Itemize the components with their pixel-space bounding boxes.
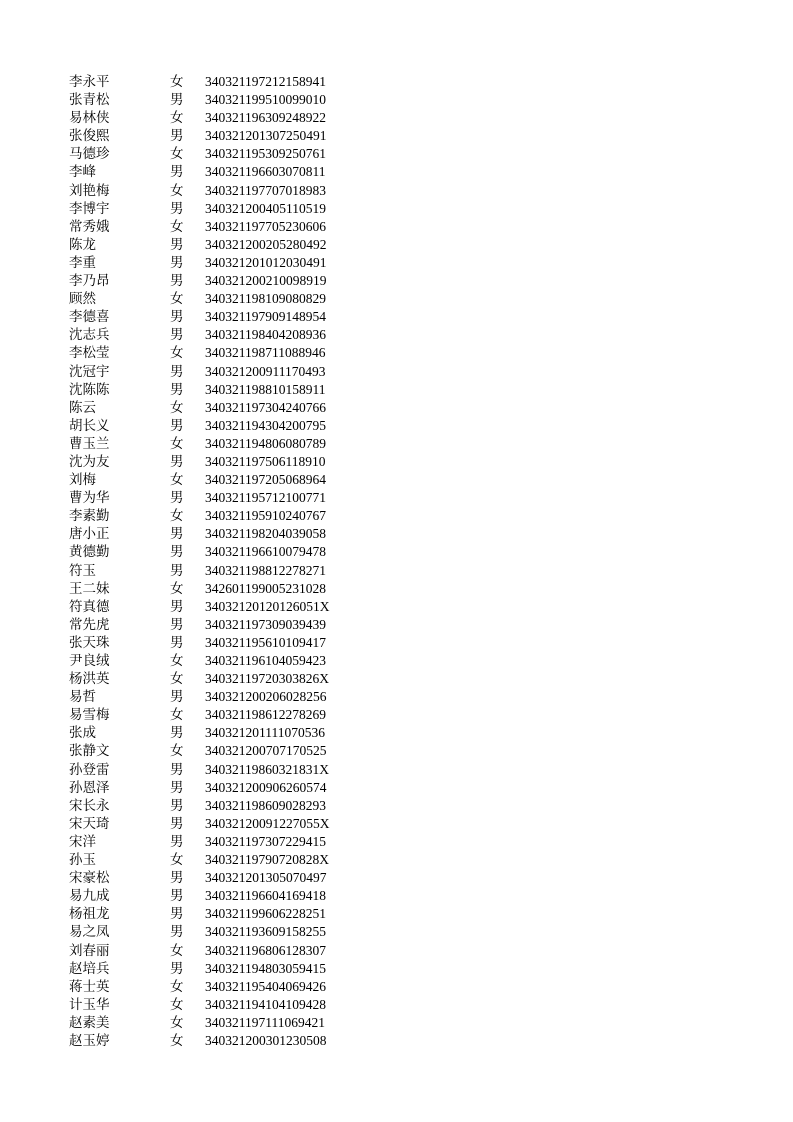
table-row	[69, 742, 369, 760]
name-cell: 刘梅	[69, 472, 96, 489]
id-number-cell: 340321193609158255	[205, 924, 326, 940]
id-number-cell: 340321200405110519	[205, 200, 326, 216]
id-number-cell: 340321198404208936	[205, 327, 326, 343]
name-cell: 尹良绒	[69, 653, 110, 669]
id-number-cell: 340321195712100771	[205, 490, 326, 506]
name-cell: 唐小正	[69, 526, 110, 543]
table-row	[69, 326, 369, 344]
id-number-cell: 34032119860321831X	[205, 761, 329, 777]
table-row	[69, 417, 369, 435]
id-number-cell: 340321200210098919	[205, 273, 327, 289]
name-cell: 王二妹	[69, 580, 110, 597]
id-number-cell: 34032119790720828X	[205, 852, 329, 868]
sex-cell: 女	[170, 508, 184, 525]
name-cell: 胡长义	[69, 417, 110, 434]
table-row	[69, 761, 369, 779]
name-cell: 常先虎	[69, 616, 110, 633]
sex-cell: 女	[170, 399, 184, 416]
name-cell: 易林侠	[69, 110, 110, 127]
sex-cell: 女	[170, 74, 184, 90]
name-cell: 李松莹	[69, 345, 110, 362]
sex-cell: 男	[170, 128, 184, 145]
sex-cell: 男	[170, 417, 184, 434]
table-row	[69, 182, 369, 200]
table-row	[69, 91, 369, 109]
table-row	[69, 308, 369, 326]
table-row	[69, 218, 369, 236]
sex-cell: 男	[170, 309, 184, 326]
id-number-cell: 340321197212158941	[205, 74, 326, 89]
sex-cell: 男	[170, 960, 184, 977]
table-row	[69, 435, 369, 453]
id-number-cell: 340321196806128307	[205, 942, 326, 958]
name-cell: 蒋士英	[69, 978, 110, 995]
name-cell: 张静文	[69, 743, 110, 760]
sex-cell: 男	[170, 363, 184, 380]
table-row	[69, 960, 369, 978]
name-cell: 孙玉	[69, 852, 96, 869]
name-cell: 李博宇	[69, 200, 110, 217]
name-cell: 计玉华	[69, 996, 110, 1013]
id-number-cell: 340321194104109428	[205, 996, 326, 1012]
sex-cell: 女	[170, 743, 184, 760]
name-cell: 宋洋	[69, 833, 96, 850]
id-number-cell: 340321196603070811	[205, 164, 326, 180]
name-cell: 黄德勤	[69, 544, 110, 561]
id-number-cell: 340321198109080829	[205, 291, 326, 307]
id-number-cell: 34032120120126051X	[205, 598, 330, 614]
table-row	[69, 670, 369, 688]
table-row	[69, 887, 369, 905]
name-cell: 赵培兵	[69, 960, 110, 977]
id-number-cell: 340321197111069421	[205, 1014, 325, 1030]
table-row	[69, 543, 369, 561]
table-row	[69, 905, 369, 923]
sex-cell: 男	[170, 598, 184, 615]
table-row	[69, 688, 369, 706]
sex-cell: 女	[170, 671, 184, 688]
id-number-cell: 340321194304200795	[205, 417, 326, 433]
name-cell: 宋长永	[69, 797, 110, 814]
table-row	[69, 815, 369, 833]
table-row	[69, 706, 369, 724]
sex-cell: 男	[170, 526, 184, 543]
name-cell: 李素勤	[69, 508, 110, 525]
id-number-cell: 340321196610079478	[205, 544, 326, 560]
id-number-cell: 340321200707170525	[205, 743, 327, 759]
id-number-cell: 340321198810158911	[205, 381, 326, 397]
sex-cell: 男	[170, 327, 184, 344]
id-number-cell: 340321200205280492	[205, 236, 327, 252]
name-cell: 顾然	[69, 291, 96, 308]
id-number-cell: 340321200906260574	[205, 779, 327, 795]
sex-cell: 男	[170, 888, 184, 905]
id-number-cell: 342601199005231028	[205, 580, 326, 596]
name-cell: 李永平	[69, 74, 110, 90]
table-row	[69, 1014, 369, 1032]
name-cell: 杨洪英	[69, 671, 110, 688]
table-row	[69, 272, 369, 290]
sex-cell: 男	[170, 616, 184, 633]
table-row	[69, 634, 369, 652]
sex-cell: 男	[170, 254, 184, 271]
name-cell: 李德喜	[69, 309, 110, 326]
sex-cell: 男	[170, 490, 184, 507]
sex-cell: 男	[170, 797, 184, 814]
sex-cell: 女	[170, 707, 184, 724]
sex-cell: 女	[170, 942, 184, 959]
table-row	[69, 127, 369, 145]
sex-cell: 男	[170, 236, 184, 253]
id-number-cell: 340321199606228251	[205, 906, 326, 922]
name-cell: 符真德	[69, 598, 110, 615]
name-cell: 孙登雷	[69, 761, 110, 778]
id-number-cell: 340321197205068964	[205, 472, 326, 488]
id-number-cell: 340321198204039058	[205, 526, 326, 542]
sex-cell: 男	[170, 779, 184, 796]
table-row	[69, 869, 369, 887]
id-number-cell: 340321200301230508	[205, 1032, 327, 1048]
id-number-cell: 340321196604169418	[205, 888, 326, 904]
name-cell: 张青松	[69, 92, 110, 109]
name-cell: 李乃昂	[69, 273, 110, 290]
id-number-cell: 340321195610109417	[205, 634, 326, 650]
table-row	[69, 453, 369, 471]
id-number-cell: 340321198711088946	[205, 345, 326, 361]
sex-cell: 男	[170, 906, 184, 923]
id-number-cell: 340321197707018983	[205, 182, 326, 198]
sex-cell: 女	[170, 110, 184, 127]
table-row	[69, 942, 369, 960]
sex-cell: 女	[170, 580, 184, 597]
table-row	[69, 978, 369, 996]
table-row	[69, 996, 369, 1014]
name-cell: 易哲	[69, 689, 96, 706]
table-row	[69, 779, 369, 797]
table-row	[69, 598, 369, 616]
id-number-cell: 340321196309248922	[205, 110, 326, 126]
sex-cell: 女	[170, 218, 184, 235]
name-cell: 符玉	[69, 562, 96, 579]
name-cell: 刘艳梅	[69, 182, 110, 199]
id-number-cell: 340321199510099010	[205, 92, 326, 108]
table-row	[69, 109, 369, 127]
table-row	[69, 254, 369, 272]
table-row	[69, 833, 369, 851]
table-row	[69, 1032, 369, 1050]
sex-cell: 女	[170, 435, 184, 452]
id-number-cell: 340321198812278271	[205, 562, 326, 578]
sex-cell: 男	[170, 924, 184, 941]
table-row	[69, 399, 369, 417]
name-cell: 陈龙	[69, 236, 96, 253]
sex-cell: 女	[170, 978, 184, 995]
table-row	[69, 236, 369, 254]
sex-cell: 女	[170, 291, 184, 308]
sex-cell: 女	[170, 996, 184, 1013]
table-row	[69, 616, 369, 634]
id-number-cell: 340321196104059423	[205, 653, 326, 668]
name-cell: 易之凤	[69, 924, 110, 941]
table-row	[69, 471, 369, 489]
name-cell: 赵玉婷	[69, 1032, 110, 1049]
table-row	[69, 344, 369, 362]
id-number-cell: 340321195910240767	[205, 508, 326, 524]
name-cell: 张成	[69, 725, 96, 742]
name-cell: 宋豪松	[69, 870, 110, 887]
id-number-cell: 340321197909148954	[205, 309, 326, 325]
roster-table	[69, 73, 369, 1050]
name-cell: 刘春丽	[69, 942, 110, 959]
id-number-cell: 340321201307250491	[205, 128, 327, 144]
table-row	[69, 73, 369, 91]
sex-cell: 男	[170, 761, 184, 778]
sex-cell: 男	[170, 562, 184, 579]
name-cell: 杨祖龙	[69, 906, 110, 923]
sex-cell: 女	[170, 1014, 184, 1031]
table-row	[69, 381, 369, 399]
sex-cell: 女	[170, 653, 184, 669]
table-row	[69, 724, 369, 742]
table-row	[69, 652, 369, 670]
sex-cell: 女	[170, 182, 184, 199]
id-number-cell: 340321195404069426	[205, 978, 326, 994]
table-row	[69, 923, 369, 941]
name-cell: 张俊熙	[69, 128, 110, 145]
sex-cell: 男	[170, 453, 184, 470]
sex-cell: 男	[170, 870, 184, 887]
sex-cell: 男	[170, 92, 184, 109]
id-number-cell: 34032119720303826X	[205, 671, 329, 687]
name-cell: 沈冠宇	[69, 363, 110, 380]
name-cell: 陈云	[69, 399, 96, 416]
sex-cell: 男	[170, 815, 184, 832]
table-row	[69, 580, 369, 598]
sex-cell: 男	[170, 833, 184, 850]
id-number-cell: 340321197304240766	[205, 399, 326, 415]
name-cell: 李重	[69, 254, 96, 271]
table-row	[69, 163, 369, 181]
name-cell: 沈志兵	[69, 327, 110, 344]
id-number-cell: 340321194803059415	[205, 960, 326, 976]
name-cell: 沈陈陈	[69, 381, 110, 398]
sex-cell: 男	[170, 544, 184, 561]
id-number-cell: 340321201111070536	[205, 725, 325, 741]
name-cell: 易九成	[69, 888, 110, 905]
name-cell: 沈为友	[69, 453, 110, 470]
table-row	[69, 525, 369, 543]
id-number-cell: 34032120091227055X	[205, 815, 330, 831]
table-row	[69, 562, 369, 580]
name-cell: 李峰	[69, 164, 96, 181]
id-number-cell: 340321194806080789	[205, 435, 326, 451]
sex-cell: 女	[170, 146, 184, 163]
id-number-cell: 340321197705230606	[205, 218, 326, 234]
sex-cell: 男	[170, 273, 184, 290]
name-cell: 曹玉兰	[69, 435, 110, 452]
sex-cell: 男	[170, 381, 184, 398]
table-row	[69, 145, 369, 163]
table-row	[69, 363, 369, 381]
table-row	[69, 851, 369, 869]
sex-cell: 女	[170, 1032, 184, 1049]
sex-cell: 男	[170, 725, 184, 742]
table-row	[69, 489, 369, 507]
id-number-cell: 340321198609028293	[205, 797, 326, 813]
sex-cell: 女	[170, 345, 184, 362]
sex-cell: 女	[170, 852, 184, 869]
name-cell: 孙恩泽	[69, 779, 110, 796]
name-cell: 马德珍	[69, 146, 110, 163]
name-cell: 曹为华	[69, 490, 110, 507]
id-number-cell: 340321197309039439	[205, 616, 326, 632]
id-number-cell: 340321201305070497	[205, 870, 327, 886]
sex-cell: 男	[170, 634, 184, 651]
name-cell: 张天珠	[69, 634, 110, 651]
id-number-cell: 340321200206028256	[205, 689, 327, 705]
table-row	[69, 200, 369, 218]
name-cell: 常秀娥	[69, 218, 110, 235]
sex-cell: 男	[170, 200, 184, 217]
id-number-cell: 340321198612278269	[205, 707, 326, 723]
table-row	[69, 290, 369, 308]
id-number-cell: 340321197307229415	[205, 833, 326, 849]
table-row	[69, 797, 369, 815]
name-cell: 赵素美	[69, 1014, 110, 1031]
id-number-cell: 340321200911170493	[205, 363, 326, 379]
sex-cell: 男	[170, 689, 184, 706]
sex-cell: 女	[170, 472, 184, 489]
name-cell: 宋天琦	[69, 815, 110, 832]
id-number-cell: 340321195309250761	[205, 146, 326, 162]
id-number-cell: 340321197506118910	[205, 453, 326, 469]
id-number-cell: 340321201012030491	[205, 254, 327, 270]
table-row	[69, 507, 369, 525]
sex-cell: 男	[170, 164, 184, 181]
name-cell: 易雪梅	[69, 707, 110, 724]
